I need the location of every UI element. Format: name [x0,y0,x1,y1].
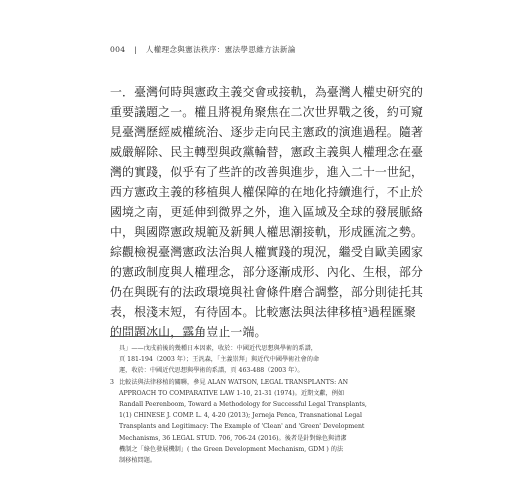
footnote-line: 運，收於：中國近代思想與學術的系譜，頁 463-488（2003 年）。 [119,367,304,375]
footnote-line: Randall Peerenboom, Toward a Methodology for Successful Legal Transplants, [119,400,367,408]
body-line: 一．臺灣何時與憲政主義交會或接軌，為臺灣人權史研究的 [110,85,424,99]
footnote-line: 頁 181-194（2003 年）；王汎森，「主義崇拜」與近代中國學術社會的命 [119,356,320,364]
body-line: 的問題冰山，露角豈止一端。 [110,325,267,339]
body-line: 仍在與既有的法政環境與社會條件磨合調整，部分則徒托其 [110,285,424,299]
footnote-line: 制移植問題。 [119,456,157,464]
footnote-line: Transplants and Legitimacy: The Example of 'Clean' and 'Green' Development [119,423,365,431]
footnote-line: 1(1) CHINESE J. COMP. L. 4, 4-20 (2013); Jerneja Penca, Transnational Legal [119,412,362,420]
footnote-rule [110,336,203,337]
running-header [110,44,296,55]
header-separator: | [134,45,137,54]
book-title: 人權理念與憲法秩序：憲法學思維方法新論 [145,45,296,54]
body-line: 重要議題之一。權且將視角聚焦在二次世界戰之後，約可窺 [110,105,424,119]
body-line: 綜觀檢視臺灣憲政法治與人權實踐的現況，繼受自歐美國家 [110,245,424,259]
body-line: 灣的實踐，似乎有了些許的改善與進步，進入二十一世紀， [110,165,424,179]
body-line: 的憲政制度與人權理念，部分逐漸成形、內化、生根，部分 [110,265,424,279]
body-line: 表，根淺末短，有待固本。比較憲法與法律移植³過程匯聚 [110,305,416,319]
footnote-marker: 3 [110,378,114,386]
footnote-line-first [110,377,410,388]
body-line: 國境之南，更延伸到微界之外，進入區域及全球的發展脈絡 [110,205,424,219]
footnote-line: 機制之「綠色發展機制」( the Green Development Mechanism, GDM ) 的法 [119,445,344,453]
footnote-line: APPROACH TO COMPARATIVE LAW 1-10, 21-31 (1974)。近期文獻，例如 [119,389,345,397]
body-line: 西方憲政主義的移植與人權保障的在地化持續進行，不止於 [110,185,424,199]
body-paragraph [110,82,424,342]
footnotes [110,343,410,466]
page-number: 004 [110,45,126,54]
footnote-text: 比較法與法律移植的關聯，參見 ALAN WATSON, LEGAL TRANSPLANTS: AN [119,378,349,386]
body-line: 威嚴解除、民主轉型與政黨輪替，憲政主義與人權理念在臺 [110,145,424,159]
body-line: 見臺灣歷經威權統治、逐步走向民主憲政的演進過程。隨著 [110,125,424,139]
footnote-line: 具」——戊戌前後的幾種日本因素，收於：中國近代思想與學術的系譜， [119,345,317,352]
body-line: 中，與國際憲政規範及新興人權思潮接軌，形成匯流之勢。 [110,225,424,239]
footnote-line: Mechanisms, 36 LEGAL STUD. 706, 706-24 (2016)。後者是針對綠色與清潔 [119,434,347,442]
